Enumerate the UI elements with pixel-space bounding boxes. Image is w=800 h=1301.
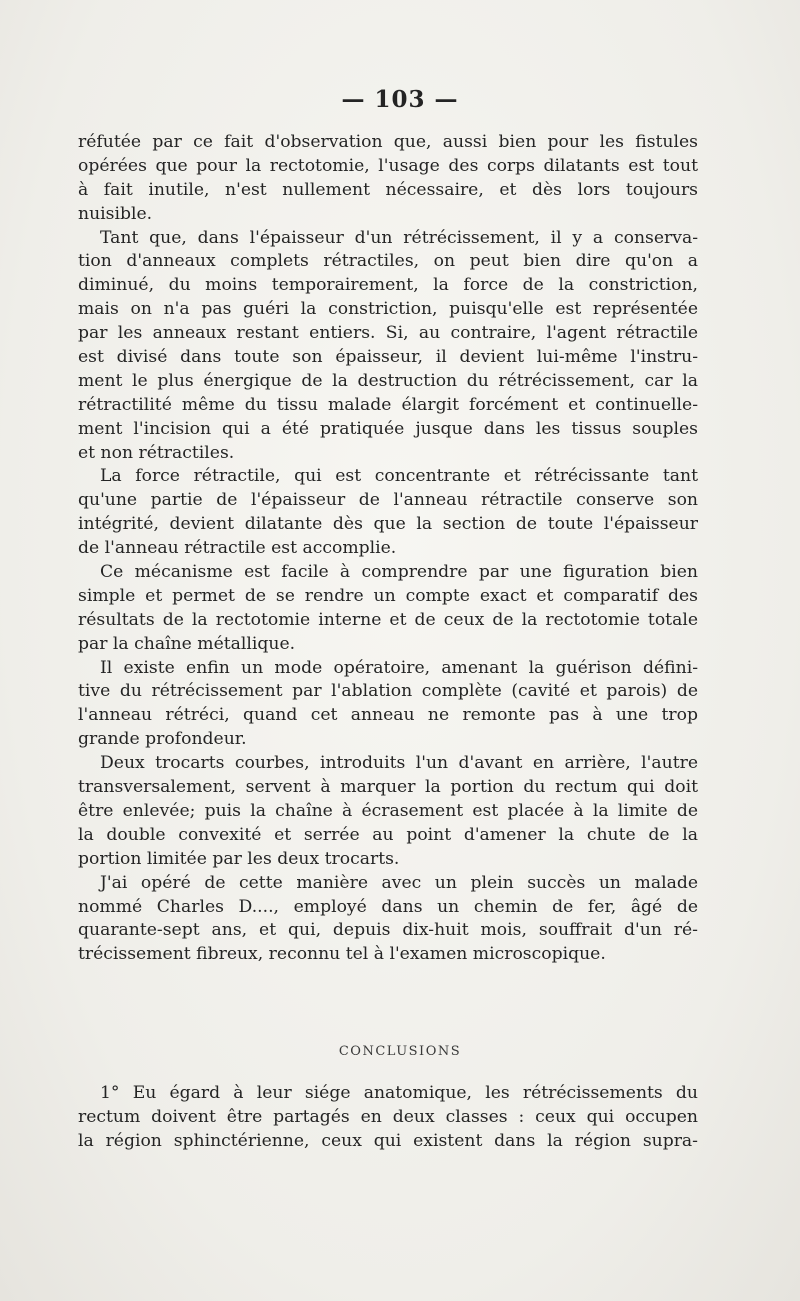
text-line: à fait inutile, n'est nullement nécessaire, et dès lors toujours (78, 179, 698, 200)
section-heading: CONCLUSIONS (338, 1044, 462, 1059)
text-line: simple et permet de se rendre un compte exact et comparatif des (78, 585, 698, 606)
text-line: la région sphinctérienne, ceux qui existent dans la région supra- (78, 1130, 698, 1151)
text-line: de l'anneau rétractile est accomplie. (78, 538, 397, 559)
text-line: Tant que, dans l'épaisseur d'un rétrécissement, il y a conserva- (100, 227, 698, 248)
text-line: tion d'anneaux complets rétractiles, on peut bien dire qu'on a (78, 251, 698, 272)
text-line: grande profondeur. (78, 729, 247, 750)
conclusions-text (78, 1081, 698, 1153)
text-line: opérées que pour la rectotomie, l'usage des corps dilatants est tout (78, 155, 698, 176)
text-line: rectum doivent être partagés en deux classes : ceux qui occupen (78, 1106, 698, 1127)
text-line: par la chaîne métallique. (78, 633, 296, 654)
text-line: intégrité, devient dilatante dès que la section de toute l'épaisseur (78, 514, 698, 535)
body-text (78, 131, 698, 967)
text-line: transversalement, servent à marquer la portion du rectum qui doit (78, 777, 698, 798)
text-line: La force rétractile, qui est concentrante et rétrécissante tant (100, 466, 698, 487)
text-line: et non rétractiles. (78, 442, 235, 463)
text-line: est divisé dans toute son épaisseur, il devient lui-même l'instru- (78, 347, 698, 368)
page-number: — 103 — (341, 86, 459, 113)
text-line: Deux trocarts courbes, introduits l'un d'avant en arrière, l'autre (100, 753, 698, 774)
text-line: ment l'incision qui a été pratiquée jusque dans les tissus souples (78, 418, 698, 439)
text-line: rétractilité même du tissu malade élargit forcément et continuelle- (78, 394, 698, 415)
text-line: J'ai opéré de cette manière avec un plein succès un malade (100, 872, 698, 893)
text-line: Il existe enfin un mode opératoire, amenant la guérison défini- (100, 657, 698, 678)
text-line: ment le plus énergique de la destruction du rétrécissement, car la (78, 370, 698, 391)
text-line: l'anneau rétréci, quand cet anneau ne remonte pas à une trop (78, 705, 698, 726)
text-line: quarante-sept ans, et qui, depuis dix-huit mois, souffrait d'un ré- (78, 920, 698, 941)
text-line: nuisible. (78, 203, 153, 224)
text-line: diminué, du moins temporairement, la force de la constriction, (78, 275, 698, 296)
text-line: être enlevée; puis la chaîne à écrasement est placée à la limite de (78, 800, 698, 821)
text-line: Ce mécanisme est facile à comprendre par une figuration bien (100, 562, 698, 583)
text-line: par les anneaux restant entiers. Si, au contraire, l'agent rétractile (78, 323, 698, 344)
text-line: trécissement fibreux, reconnu tel à l'examen microscopique. (78, 944, 606, 965)
text-line: qu'une partie de l'épaisseur de l'anneau rétractile conserve son (78, 490, 698, 511)
text-line: portion limitée par les deux trocarts. (78, 848, 400, 869)
text-line: 1° Eu égard à leur siége anatomique, les rétrécissements du (100, 1083, 698, 1103)
text-line: tive du rétrécissement par l'ablation complète (cavité et parois) de (78, 681, 698, 702)
text-line: résultats de la rectotomie interne et de ceux de la rectotomie totale (78, 609, 698, 630)
text-line: nommé Charles D...., employé dans un chemin de fer, âgé de (78, 896, 698, 917)
text-line: la double convexité et serrée au point d'amener la chute de la (78, 824, 698, 845)
text-line: réfutée par ce fait d'observation que, aussi bien pour les fistules (78, 132, 698, 152)
text-line: mais on n'a pas guéri la constriction, puisqu'elle est représentée (78, 299, 698, 320)
